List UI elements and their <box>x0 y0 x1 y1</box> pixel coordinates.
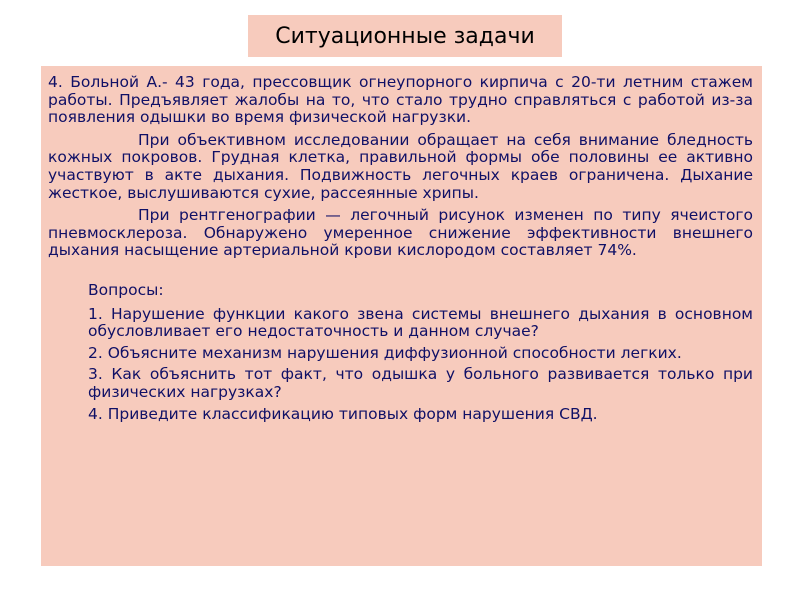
question-item: 4. Приведите классификацию типовых форм нарушения СВД. <box>88 404 598 423</box>
task-box <box>41 66 762 566</box>
questions-title: Вопросы: <box>88 280 164 299</box>
question-item: 1. Нарушение функции какого звена системы внешнего дыхания в основном обусловливает его недостаточность и данном случае? <box>88 304 753 341</box>
task-intro-text: Больной А.- 43 года, прессовщик огнеупорного кирпича с 20-ти летним стажем работы. Предъявляет жалобы на то, что стало трудно справляться с работой из-за появления одышки во время физической нагрузки. <box>48 73 753 127</box>
task-number: 4. <box>48 73 63 91</box>
task-paragraph-examination: При объективном исследовании обращает на себя внимание бледность кожных покровов. Грудная клетка, правильной формы обе половины ее активно участвуют в акте дыхания. Подвижность легочных краев ограничена. Дыхание жесткое, выслушиваются сухие, рассеянные хрипы. <box>48 130 753 202</box>
question-item: 2. Объясните механизм нарушения диффузионной способности легких. <box>88 343 682 362</box>
task-paragraph-radiography: При рентгенографии — легочный рисунок изменен по типу ячеистого пневмосклероза. Обнаружено умеренное снижение эффективности внешнего дыхания насыщение артериальной крови кислородом составляет 74%. <box>48 206 753 260</box>
question-item: 3. Как объяснить тот факт, что одышка у больного развивается только при физических нагрузках? <box>88 365 753 401</box>
slide-title: Ситуационные задачи <box>248 15 562 57</box>
task-paragraph-intro <box>48 74 753 127</box>
